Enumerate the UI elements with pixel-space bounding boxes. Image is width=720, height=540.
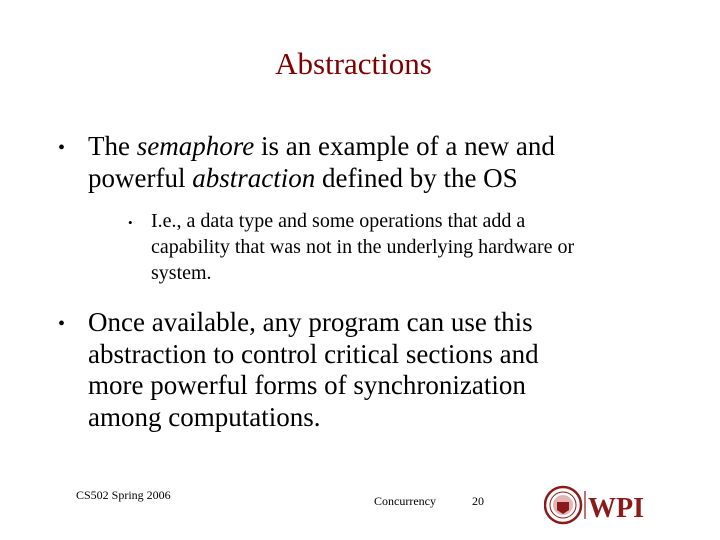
bullet-dot: • bbox=[58, 313, 66, 335]
bullet-dot: • bbox=[58, 137, 66, 159]
bullet-line: abstraction to control critical sections and bbox=[88, 338, 539, 369]
text-fragment: is an example of a new and bbox=[254, 131, 555, 161]
footer-page-number: 20 bbox=[472, 494, 484, 508]
text-fragment: defined by the OS bbox=[315, 163, 518, 193]
text-fragment: The bbox=[88, 131, 137, 161]
bullet-line bbox=[88, 130, 678, 162]
bullet-semaphore bbox=[58, 130, 678, 194]
slide-title: Abstractions bbox=[275, 46, 432, 81]
emphasis-abstraction: abstraction bbox=[192, 163, 316, 193]
wpi-logo bbox=[544, 484, 644, 526]
bullet-dot: • bbox=[128, 215, 133, 230]
footer-course: CS502 Spring 2006 bbox=[76, 488, 171, 502]
emphasis-semaphore: semaphore bbox=[136, 131, 255, 161]
text-fragment: powerful bbox=[88, 163, 193, 193]
bullet-line: Once available, any program can use this bbox=[88, 307, 533, 337]
sub-bullet-line: system. bbox=[151, 262, 212, 284]
bullet-once-available bbox=[58, 307, 678, 433]
footer-topic: Concurrency bbox=[374, 494, 436, 508]
logo-wordmark: WPI bbox=[588, 493, 644, 524]
sub-bullet-line: I.e., a data type and some operations that add a bbox=[151, 210, 526, 232]
sub-bullet-line: capability that was not in the underlying hardware or bbox=[151, 236, 575, 258]
bullet-line: more powerful forms of synchronization bbox=[88, 370, 526, 400]
bullet-line bbox=[88, 162, 678, 194]
sub-bullet-definition bbox=[128, 208, 688, 286]
bullet-line: among computations. bbox=[88, 401, 321, 432]
